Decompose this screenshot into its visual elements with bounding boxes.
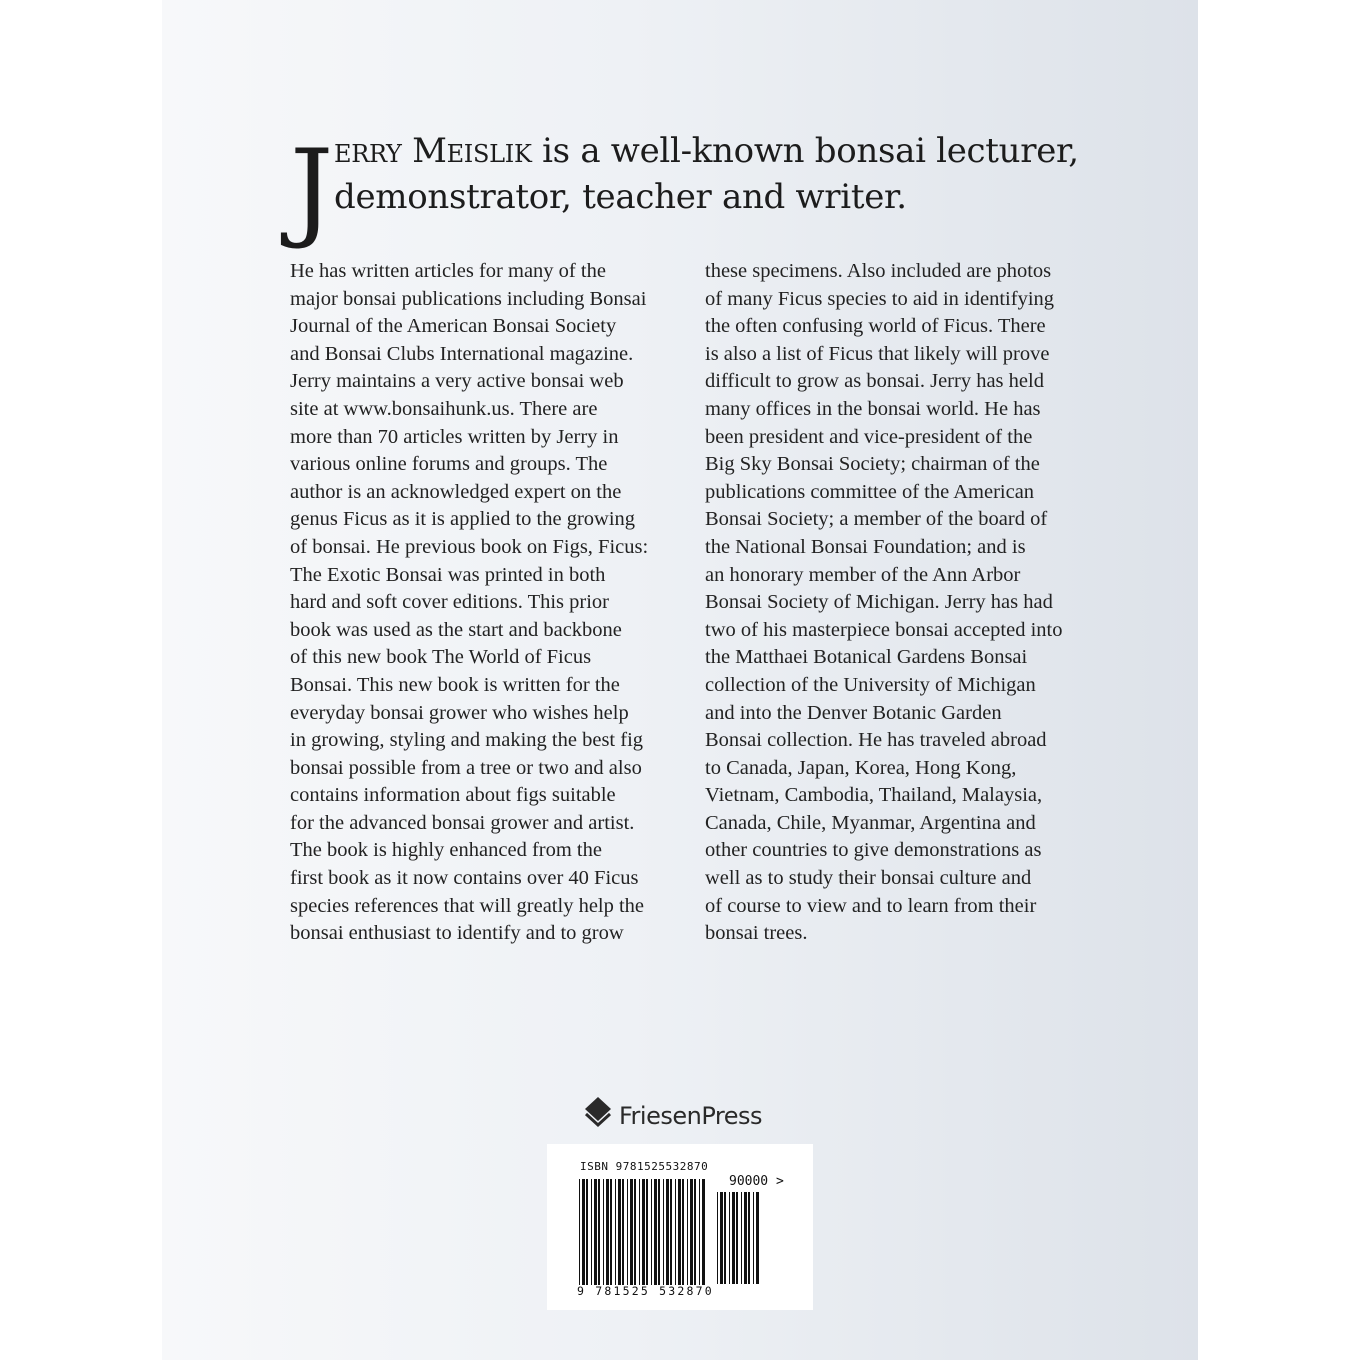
drop-cap: J xyxy=(290,127,334,252)
text-line: bonsai possible from a tree or two and also xyxy=(290,756,642,779)
bio-column-left xyxy=(290,258,678,948)
text-line: various online forums and groups. The xyxy=(290,453,608,476)
text-line: many offices in the bonsai world. He has xyxy=(705,397,1041,420)
text-line: Vietnam, Cambodia, Thailand, Malaysia, xyxy=(705,784,1043,807)
text-line: publications committee of the American xyxy=(705,480,1035,503)
text-line: been president and vice-president of the xyxy=(705,425,1033,448)
addon-barcode xyxy=(717,1192,759,1284)
text-line: The Exotic Bonsai was printed in both xyxy=(290,563,606,586)
headline xyxy=(290,127,1090,252)
main-barcode xyxy=(579,1179,707,1285)
publisher-name: FriesenPress xyxy=(619,1102,763,1130)
text-line: Canada, Chile, Myanmar, Argentina and xyxy=(705,811,1036,834)
text-line: an honorary member of the Ann Arbor xyxy=(705,563,1021,586)
text-line: and Bonsai Clubs International magazine. xyxy=(290,342,634,365)
diamond-logo-icon xyxy=(583,1096,613,1136)
text-line: species references that will greatly help the xyxy=(290,894,645,917)
isbn-label: ISBN 9781525532870 xyxy=(580,1160,709,1173)
headline-line-1-rest: is a well-known bonsai lecturer, xyxy=(531,131,1079,171)
headline-line-2: demonstrator, teacher and writer. xyxy=(334,177,907,217)
text-line: difficult to grow as bonsai. Jerry has held xyxy=(705,370,1044,393)
text-line: He has written articles for many of the xyxy=(290,260,606,282)
text-line: the often confusing world of Ficus. There xyxy=(705,315,1046,338)
text-line: and into the Denver Botanic Garden xyxy=(705,701,1002,724)
text-line: more than 70 articles written by Jerry in xyxy=(290,425,619,448)
text-line: these specimens. Also included are photos xyxy=(705,260,1052,282)
author-name: erry Meislik xyxy=(334,131,532,171)
text-line: first book as it now contains over 40 Ficus xyxy=(290,867,639,890)
headline-line-1 xyxy=(334,128,1090,174)
text-line: for the advanced bonsai grower and artist. xyxy=(290,811,635,834)
text-line: Bonsai collection. He has traveled abroad xyxy=(705,729,1047,752)
text-line: well as to study their bonsai culture and xyxy=(705,867,1032,890)
text-line: site at www.bonsaihunk.us. There are xyxy=(290,397,598,420)
text-line: bonsai enthusiast to identify and to grow xyxy=(290,922,624,945)
text-line: Jerry maintains a very active bonsai web xyxy=(290,370,624,393)
text-line: major bonsai publications including Bonsai xyxy=(290,287,647,310)
bio-column-right xyxy=(705,258,1093,948)
text-line: of bonsai. He previous book on Figs, Ficus: xyxy=(290,535,649,558)
text-line: the Matthaei Botanical Gardens Bonsai xyxy=(705,646,1028,669)
text-line: Journal of the American Bonsai Society xyxy=(290,315,617,338)
price-code: 90000 > xyxy=(729,1174,784,1189)
text-line: contains information about figs suitable xyxy=(290,784,616,807)
isbn-barcode xyxy=(547,1144,813,1310)
text-line: to Canada, Japan, Korea, Hong Kong, xyxy=(705,756,1017,779)
text-line: bonsai trees. xyxy=(705,922,808,945)
text-line: two of his masterpiece bonsai accepted into xyxy=(705,618,1063,641)
publisher-logo xyxy=(583,1096,762,1136)
text-line: The book is highly enhanced from the xyxy=(290,839,602,862)
text-line: hard and soft cover editions. This prior xyxy=(290,591,610,614)
text-line: the National Bonsai Foundation; and is xyxy=(705,535,1026,558)
text-line: Bonsai. This new book is written for the xyxy=(290,673,620,696)
text-line: everyday bonsai grower who wishes help xyxy=(290,701,629,724)
text-line: is also a list of Ficus that likely will prove xyxy=(705,342,1050,365)
text-line: of many Ficus species to aid in identifying xyxy=(705,287,1055,310)
text-line: author is an acknowledged expert on the xyxy=(290,480,622,503)
text-line: in growing, styling and making the best fig xyxy=(290,729,644,752)
text-line: collection of the University of Michigan xyxy=(705,673,1036,696)
text-line: book was used as the start and backbone xyxy=(290,618,622,641)
text-line: of course to view and to learn from their xyxy=(705,894,1037,917)
text-line: other countries to give demonstrations as xyxy=(705,839,1042,862)
text-line: of this new book The World of Ficus xyxy=(290,646,592,669)
text-line: Bonsai Society of Michigan. Jerry has had xyxy=(705,591,1053,614)
text-line: genus Ficus as it is applied to the growing xyxy=(290,508,636,531)
text-line: Big Sky Bonsai Society; chairman of the xyxy=(705,453,1040,476)
text-line: Bonsai Society; a member of the board of xyxy=(705,508,1048,531)
barcode-digits: 9 781525 532870 xyxy=(577,1284,714,1298)
